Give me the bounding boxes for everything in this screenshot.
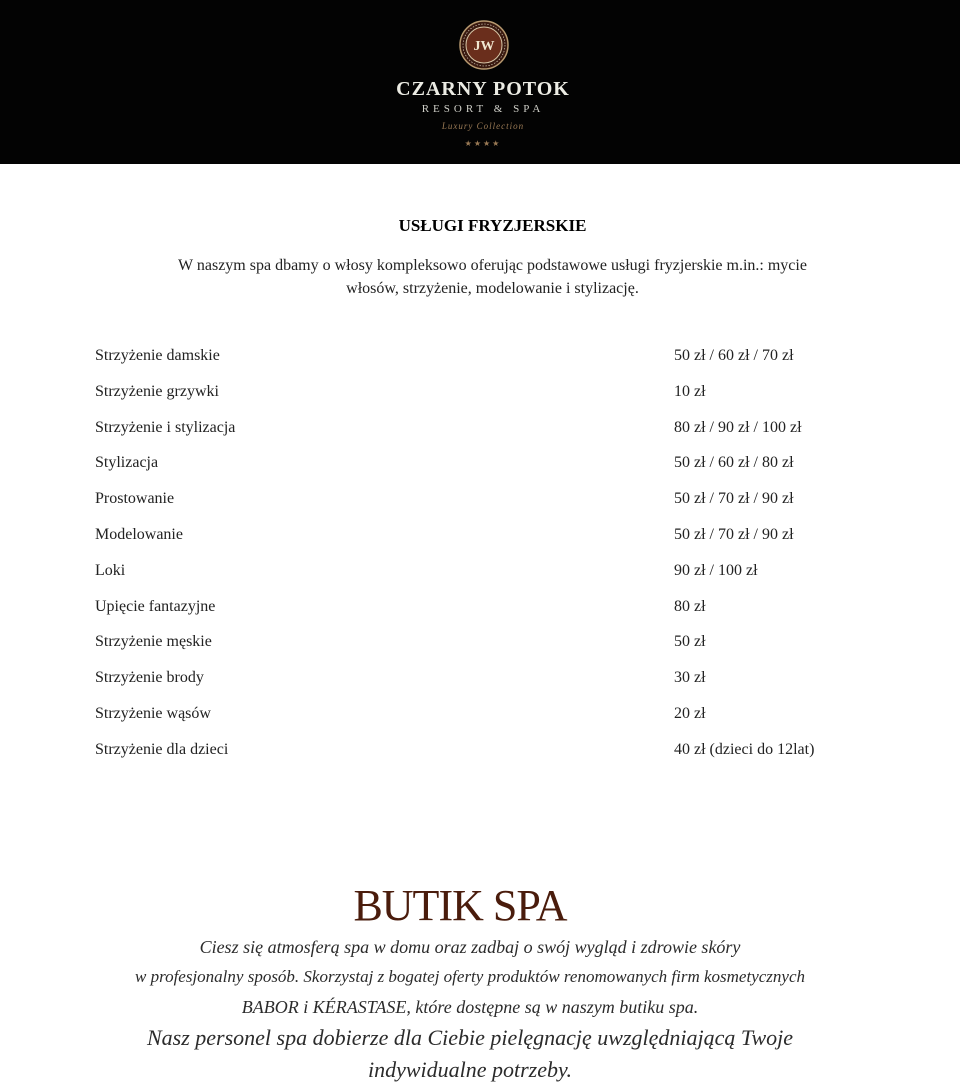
service-name: Prostowanie [95,490,175,508]
service-row [95,598,895,634]
logo-monogram: JW [473,39,495,54]
service-price: 80 zł [674,597,706,615]
service-row [95,419,895,455]
brand-name: CZARNY POTOK [396,78,570,100]
service-row [95,633,895,669]
butik-line: BABOR i KÉRASTASE, które dostępne są w naszym butiku spa. [241,997,699,1017]
section-title: USŁUGI FRYZJERSKIE [398,216,587,235]
service-price: 50 zł / 70 zł / 90 zł [674,525,794,543]
service-name: Strzyżenie damskie [95,347,220,364]
service-name: Loki [95,561,126,579]
service-price: 50 zł / 60 zł / 70 zł [674,347,794,364]
service-price: 20 zł [674,704,706,722]
service-row [95,669,895,705]
intro-line: W naszym spa dbamy o włosy kompleksowo oferując podstawowe usługi fryzjerskie m.in.: mycie [178,257,807,274]
service-price: 50 zł / 70 zł / 90 zł [674,490,794,508]
butik-line: Nasz personel spa dobierze dla Ciebie pielęgnację uwzględniającą Twoje indywidualne potrzeby. [146,1025,794,1082]
service-row [95,526,895,562]
brand-subtitle: RESORT & SPA [421,103,545,115]
butik-description [90,932,850,1086]
service-name: Strzyżenie wąsów [95,704,211,722]
service-name: Modelowanie [95,525,183,543]
intro-text [95,254,890,300]
butik-line: w profesjonalny sposób. Skorzystaj z bogatej oferty produktów renomowanych firm kosmetycznych [135,967,805,986]
service-row [95,741,895,777]
service-name: Strzyżenie i stylizacja [95,418,236,436]
service-name: Strzyżenie męskie [95,633,212,651]
intro-line: włosów, strzyżenie, modelowanie i stylizację. [346,280,639,297]
service-name: Stylizacja [95,454,159,472]
service-row [95,347,895,383]
butik-title: BUTIK SPA [353,881,567,930]
service-row [95,705,895,741]
service-row [95,383,895,419]
resort-emblem-logo [459,20,509,70]
brand-collection: Luxury Collection [441,121,525,131]
service-price: 40 zł (dzieci do 12lat) [674,740,815,758]
service-name: Strzyżenie dla dzieci [95,740,229,758]
service-name: Strzyżenie brody [95,669,204,687]
service-price: 10 zł [674,382,706,400]
service-name: Strzyżenie grzywki [95,382,219,400]
service-price: 30 zł [674,669,706,687]
service-row [95,490,895,526]
service-price: 50 zł / 60 zł / 80 zł [674,454,794,472]
service-price: 80 zł / 90 zł / 100 zł [674,418,802,436]
header-banner [0,0,960,164]
butik-line: Ciesz się atmosferą spa w domu oraz zadbaj o swój wygląd i zdrowie skóry [199,937,741,957]
star-rating: ★★★★ [464,139,502,148]
service-price: 90 zł / 100 zł [674,561,758,579]
service-price: 50 zł [674,633,706,651]
service-name: Upięcie fantazyjne [95,597,216,615]
service-row [95,562,895,598]
service-row [95,454,895,490]
service-price-list [95,347,895,777]
